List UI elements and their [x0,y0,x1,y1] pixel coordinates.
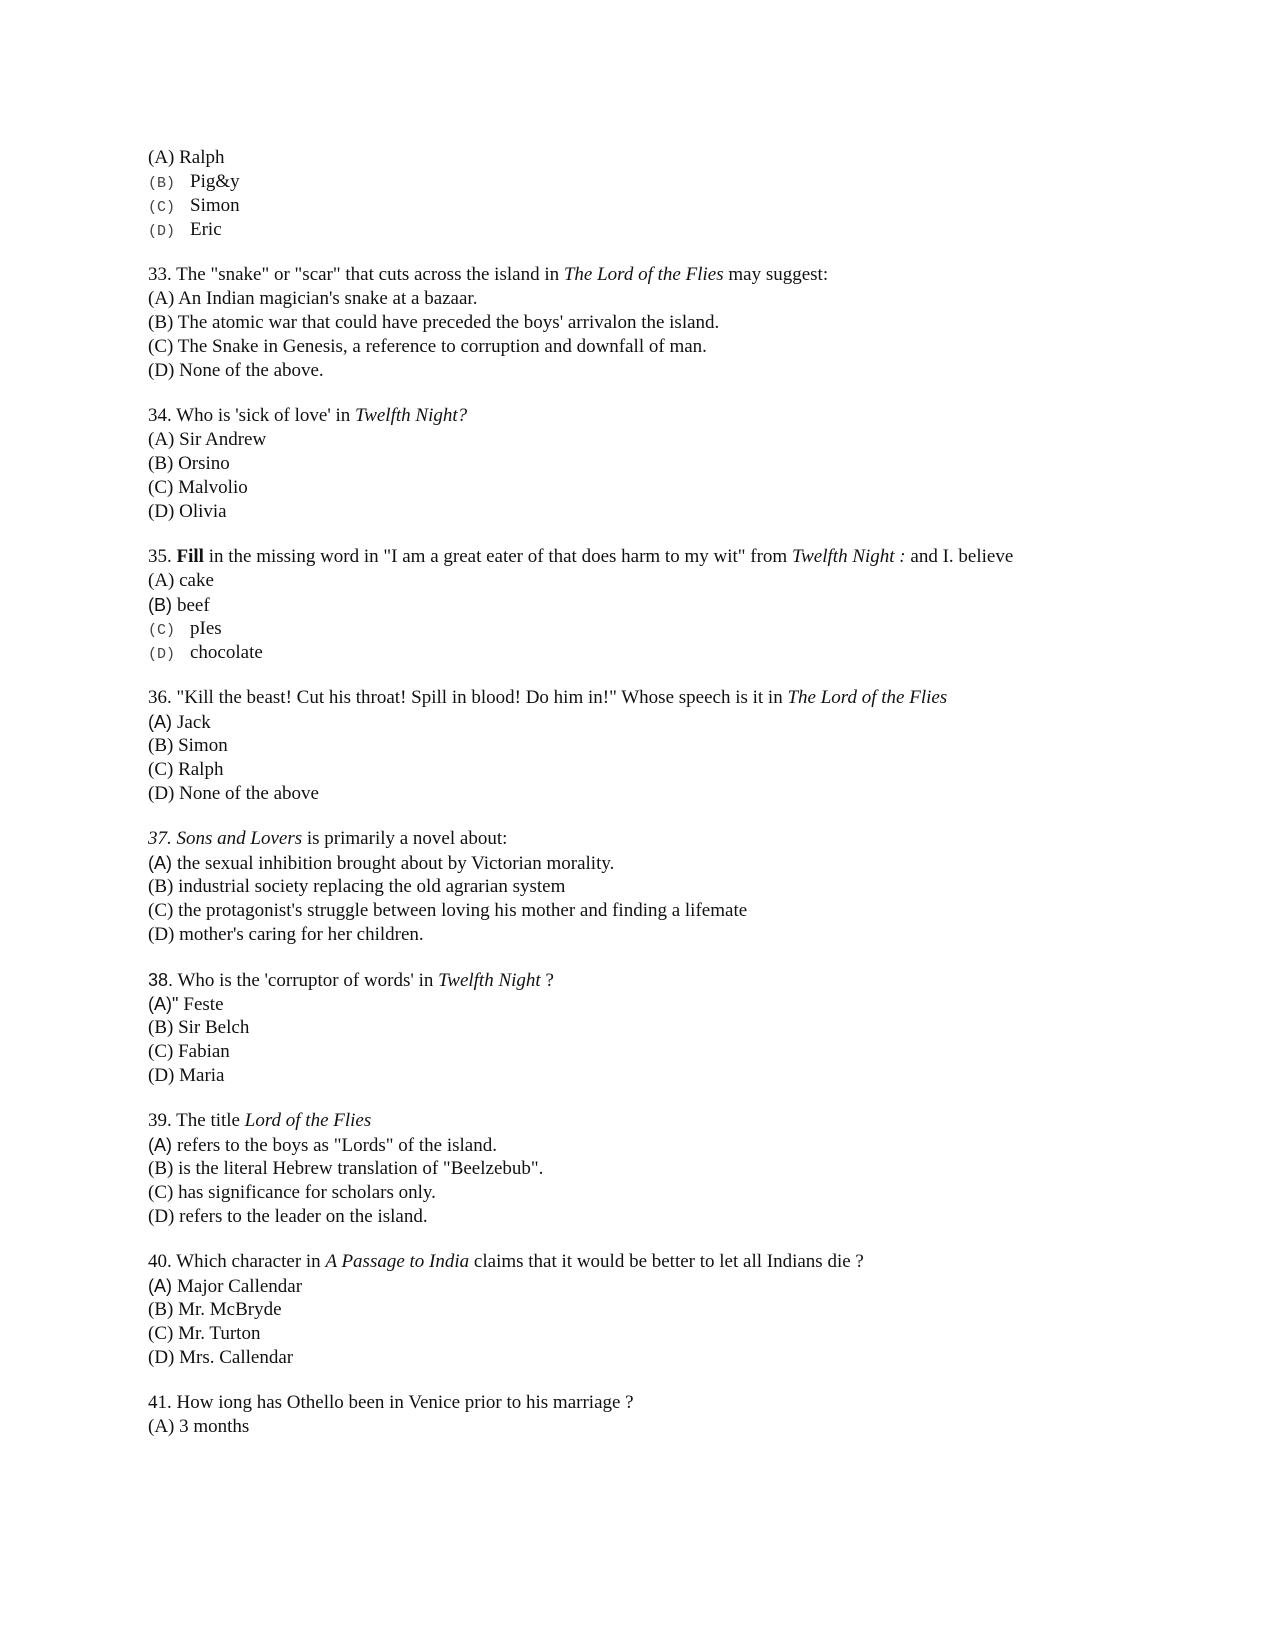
stem-bold: Fill [176,546,204,567]
work-title: Twelfth Night? [355,405,468,426]
question-40 [148,1250,1228,1370]
stem-text: and I. believe [905,546,1014,567]
option-label: (A)" [148,994,179,1014]
option-text: Major Callendar [177,1276,303,1297]
option-a: (A) Ralph [148,147,225,168]
option-d: (D) None of the above [148,783,319,804]
option-a [148,1133,1228,1157]
option-text: the sexual inhibition brought about by Victorian morality. [177,853,615,874]
question-36 [148,686,1228,806]
option-b: (B) Simon [148,735,228,756]
question-38 [148,968,1228,1088]
stem-text: 34. Who is 'sick of love' in [148,405,356,426]
option-b: (B) Orsino [148,453,230,474]
question-39 [148,1109,1228,1229]
option-a: (A) 3 months [148,1416,250,1437]
option-b: (B) Mr. McBryde [148,1299,282,1320]
option-text: Pig&y [190,171,240,192]
question-stem [148,686,1228,710]
option-text: refers to the boys as "Lords" of the island. [177,1135,497,1156]
option-label: (B) [148,595,172,615]
option-b: (B) is the literal Hebrew translation of "Beelzebub". [148,1158,544,1179]
option-a: (A) An Indian magician's snake at a bazaar. [148,288,478,309]
work-title: A Passage to India [325,1251,470,1272]
option-label: (C) [148,622,176,639]
option-c: (C) The Snake in Genesis, a reference to corruption and downfall of man. [148,336,707,357]
option-a [148,710,1228,734]
option-label: (C) [148,199,176,216]
option-text: chocolate [190,642,263,663]
work-title: Twelfth Night : [791,546,906,567]
question-stem [148,968,1228,992]
option-d: (D) None of the above. [148,360,324,381]
work-title: The Lord of the Flies [787,687,948,708]
option-text: Eric [190,219,222,240]
option-d: (D) refers to the leader on the island. [148,1206,428,1227]
option-a [148,992,1228,1016]
option-text: Feste [183,994,224,1015]
question-number: 38. [148,970,174,990]
option-text: Simon [190,195,240,216]
option-c: (C) Ralph [148,759,224,780]
option-d: (D) mother's caring for her children. [148,924,424,945]
stem-text: 40. Which character in [148,1251,326,1272]
question-stem [148,263,1228,287]
question-stem [148,827,1228,851]
option-text: pIes [190,618,222,639]
option-c [148,617,1228,641]
option-a: (A) cake [148,570,214,591]
option-b [148,593,1228,617]
stem-text: ? [540,970,554,991]
option-text: beef [177,595,210,616]
question-page [148,146,1228,1460]
question-stem [148,545,1228,569]
question-stem [148,1109,1228,1133]
option-d [148,641,1228,665]
option-a [148,1274,1228,1298]
option-c: (C) has significance for scholars only. [148,1182,436,1203]
option-b: (B) The atomic war that could have preceded the boys' arrivalon the island. [148,312,720,333]
option-a [148,851,1228,875]
option-label: (D) [148,646,176,663]
question-37 [148,827,1228,947]
option-text: Jack [177,712,211,733]
option-b [148,170,1228,194]
question-stem [148,1250,1228,1274]
stem-text: may suggest: [723,264,829,285]
question-41 [148,1391,1228,1439]
option-c: (C) Mr. Turton [148,1323,261,1344]
stem-text: 39. The title [148,1110,245,1131]
work-title: The Lord of the Flies [563,264,724,285]
work-title: Twelfth Night [438,970,541,991]
question-33 [148,263,1228,383]
stem-text: is primarily a novel about: [302,828,508,849]
stem-text: 36. "Kill the beast! Cut his throat! Spill in blood! Do him in!" Whose speech is it in [148,687,788,708]
question-stem: 41. How iong has Othello been in Venice prior to his marriage ? [148,1392,634,1413]
option-b: (B) Sir Belch [148,1017,250,1038]
option-d: (D) Maria [148,1065,225,1086]
option-label: (D) [148,223,176,240]
question-number: 35. [148,546,177,567]
option-c: (C) the protagonist's struggle between loving his mother and finding a lifemate [148,900,748,921]
option-b: (B) industrial society replacing the old agrarian system [148,876,566,897]
stem-text: claims that it would be better to let all Indians die ? [469,1251,864,1272]
option-label: (A) [148,1276,172,1296]
option-a: (A) Sir Andrew [148,429,267,450]
question-34 [148,404,1228,524]
question-32-options [148,146,1228,242]
option-c: (C) Malvolio [148,477,248,498]
option-c: (C) Fabian [148,1041,230,1062]
option-c [148,194,1228,218]
option-label: (A) [148,712,172,732]
work-title: Lord of the Flies [244,1110,372,1131]
stem-text: 33. The "snake" or "scar" that cuts across the island in [148,264,564,285]
stem-text: Who is the 'corruptor of words' in [173,970,439,991]
option-label: (A) [148,1135,172,1155]
question-35 [148,545,1228,665]
option-d [148,218,1228,242]
option-d: (D) Olivia [148,501,227,522]
option-label: (A) [148,853,172,873]
stem-text: in the missing word in "I am a great eater of that does harm to my wit" from [203,546,792,567]
option-label: (B) [148,175,176,192]
option-d: (D) Mrs. Callendar [148,1347,294,1368]
question-stem [148,404,1228,428]
work-title: 37. Sons and Lovers [148,828,303,849]
